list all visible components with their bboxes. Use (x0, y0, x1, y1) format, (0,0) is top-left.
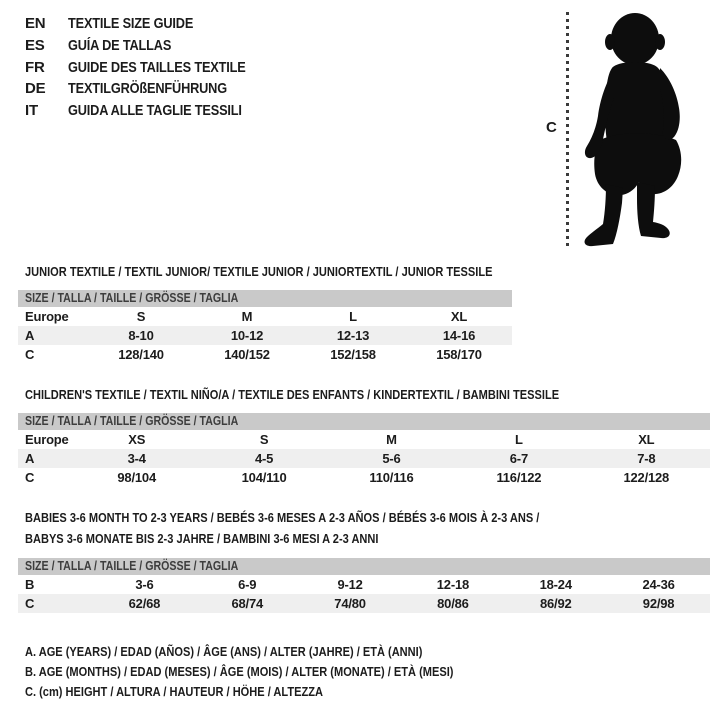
row-label: Europe (25, 309, 69, 324)
size-cell: XL (638, 432, 655, 447)
lang-code: FR (25, 58, 45, 76)
size-cell: 12-18 (436, 577, 470, 592)
size-cell: 152/158 (330, 347, 376, 362)
footnote-c (25, 682, 529, 702)
size-table (18, 430, 710, 487)
footnote-a (25, 642, 529, 662)
table-row (18, 326, 512, 345)
row-label: A (25, 328, 35, 343)
lang-code: DE (25, 80, 46, 98)
row-label: C (25, 596, 35, 611)
size-cell: 140/152 (224, 347, 270, 362)
size-cell: 6-7 (509, 451, 528, 466)
section-title-line2 (25, 528, 710, 549)
size-table (18, 307, 512, 364)
row-label: C (25, 470, 35, 485)
section-title-text: BABYS 3-6 MONATE BIS 2-3 JAHRE / BAMBINI 3-6 MESI A 2-3 ANNI (25, 531, 379, 546)
section-childrens-textile (18, 384, 710, 487)
size-cell: M (386, 432, 397, 447)
size-cell: 18-24 (539, 577, 572, 592)
size-header-bar (18, 290, 512, 307)
row-label: C (25, 347, 35, 362)
lang-code: ES (25, 36, 45, 54)
table-row (18, 430, 710, 449)
size-header-text: SIZE / TALLA / TAILLE / GRÖSSE / TAGLIA (25, 291, 239, 305)
size-cell: 3-6 (135, 577, 154, 592)
table-row (18, 307, 512, 326)
table-row (18, 468, 710, 487)
size-cell: 3-4 (127, 451, 146, 466)
row-label: B (25, 577, 35, 592)
table-row (18, 345, 512, 364)
size-cell: 4-5 (254, 451, 274, 466)
size-cell: 14-16 (442, 328, 476, 343)
footnote-b (25, 662, 529, 682)
table-row (18, 449, 710, 468)
footnote-text: C. (cm) HEIGHT / ALTURA / HAUTEUR / HÖHE / ALTEZZA (25, 684, 323, 699)
height-measure-label: C (546, 119, 557, 136)
size-cell: 12-13 (336, 328, 370, 343)
size-cell: 5-6 (382, 451, 401, 466)
footnote-text: B. AGE (MONTHS) / EDAD (MESES) / ÂGE (MOIS) / ALTER (MONATE) / ETÀ (MESI) (25, 664, 454, 679)
size-cell: XL (450, 309, 468, 324)
size-cell: 98/104 (117, 470, 156, 485)
size-cell: 92/98 (642, 596, 675, 611)
toddler-silhouette-icon (578, 8, 712, 252)
section-title (25, 507, 710, 528)
size-cell: 8-10 (128, 328, 154, 343)
size-table (18, 575, 710, 613)
section-title (25, 384, 710, 405)
size-cell: 128/140 (118, 347, 164, 362)
lang-title: GUÍA DE TALLAS (68, 36, 172, 54)
size-cell: 24-36 (642, 577, 675, 592)
section-title-text: CHILDREN'S TEXTILE / TEXTIL NIÑO/A / TEXTILE DES ENFANTS / KINDERTEXTIL / BAMBINI TESSILE (25, 387, 560, 402)
lang-title: TEXTILE SIZE GUIDE (68, 15, 194, 32)
size-cell: 86/92 (539, 596, 572, 611)
footnotes (25, 642, 529, 702)
table-row (18, 575, 710, 594)
lang-row-en (25, 13, 277, 35)
section-junior-textile (18, 261, 512, 364)
lang-row-it (25, 100, 277, 122)
size-cell: 158/170 (436, 347, 482, 362)
size-header-text: SIZE / TALLA / TAILLE / GRÖSSE / TAGLIA (25, 559, 239, 573)
size-cell: 80/86 (437, 596, 469, 611)
section-babies (18, 507, 710, 613)
size-cell: 68/74 (231, 596, 264, 611)
size-cell: 10-12 (230, 328, 264, 343)
row-label: Europe (25, 432, 69, 447)
row-label: A (25, 451, 35, 466)
size-header-bar (18, 558, 710, 575)
lang-row-fr (25, 57, 277, 79)
size-cell: 74/80 (334, 596, 366, 611)
size-cell: 6-9 (238, 577, 257, 592)
section-title-text: JUNIOR TEXTILE / TEXTIL JUNIOR/ TEXTILE JUNIOR / JUNIORTEXTIL / JUNIOR TESSILE (25, 264, 493, 279)
section-title (25, 261, 512, 282)
size-cell: 104/110 (241, 470, 287, 485)
size-cell: L (515, 432, 523, 447)
language-list (25, 13, 277, 122)
lang-code: EN (25, 15, 46, 32)
footnote-text: A. AGE (YEARS) / EDAD (AÑOS) / ÂGE (ANS) / ALTER (JAHRE) / ETÀ (ANNI) (25, 644, 423, 659)
section-title-text: BABIES 3-6 MONTH TO 2-3 YEARS / BEBÉS 3-6 MESES A 2-3 AÑOS / BÉBÉS 3-6 MOIS À 2-3 ANS / (25, 510, 540, 525)
lang-title: TEXTILGRÖßENFÜHRUNG (68, 80, 227, 98)
size-cell: 62/68 (128, 596, 161, 611)
size-cell: 110/116 (369, 470, 414, 485)
lang-row-de (25, 78, 277, 100)
size-cell: 122/128 (623, 470, 670, 485)
size-header-text: SIZE / TALLA / TAILLE / GRÖSSE / TAGLIA (25, 414, 239, 428)
size-cell: L (349, 309, 357, 324)
lang-title: GUIDA ALLE TAGLIE TESSILI (68, 102, 242, 119)
height-measure-line (566, 12, 569, 250)
size-header-bar (18, 413, 710, 430)
table-row (18, 594, 710, 613)
size-cell: S (136, 309, 146, 324)
size-cell: 116/122 (496, 470, 542, 485)
lang-row-es (25, 35, 277, 57)
size-cell: S (259, 432, 269, 447)
size-cell: 9-12 (337, 577, 363, 592)
size-cell: 7-8 (637, 451, 656, 466)
size-cell: XS (128, 432, 146, 447)
size-cell: M (241, 309, 253, 324)
lang-title: GUIDE DES TAILLES TEXTILE (68, 58, 246, 76)
lang-code: IT (25, 102, 38, 119)
